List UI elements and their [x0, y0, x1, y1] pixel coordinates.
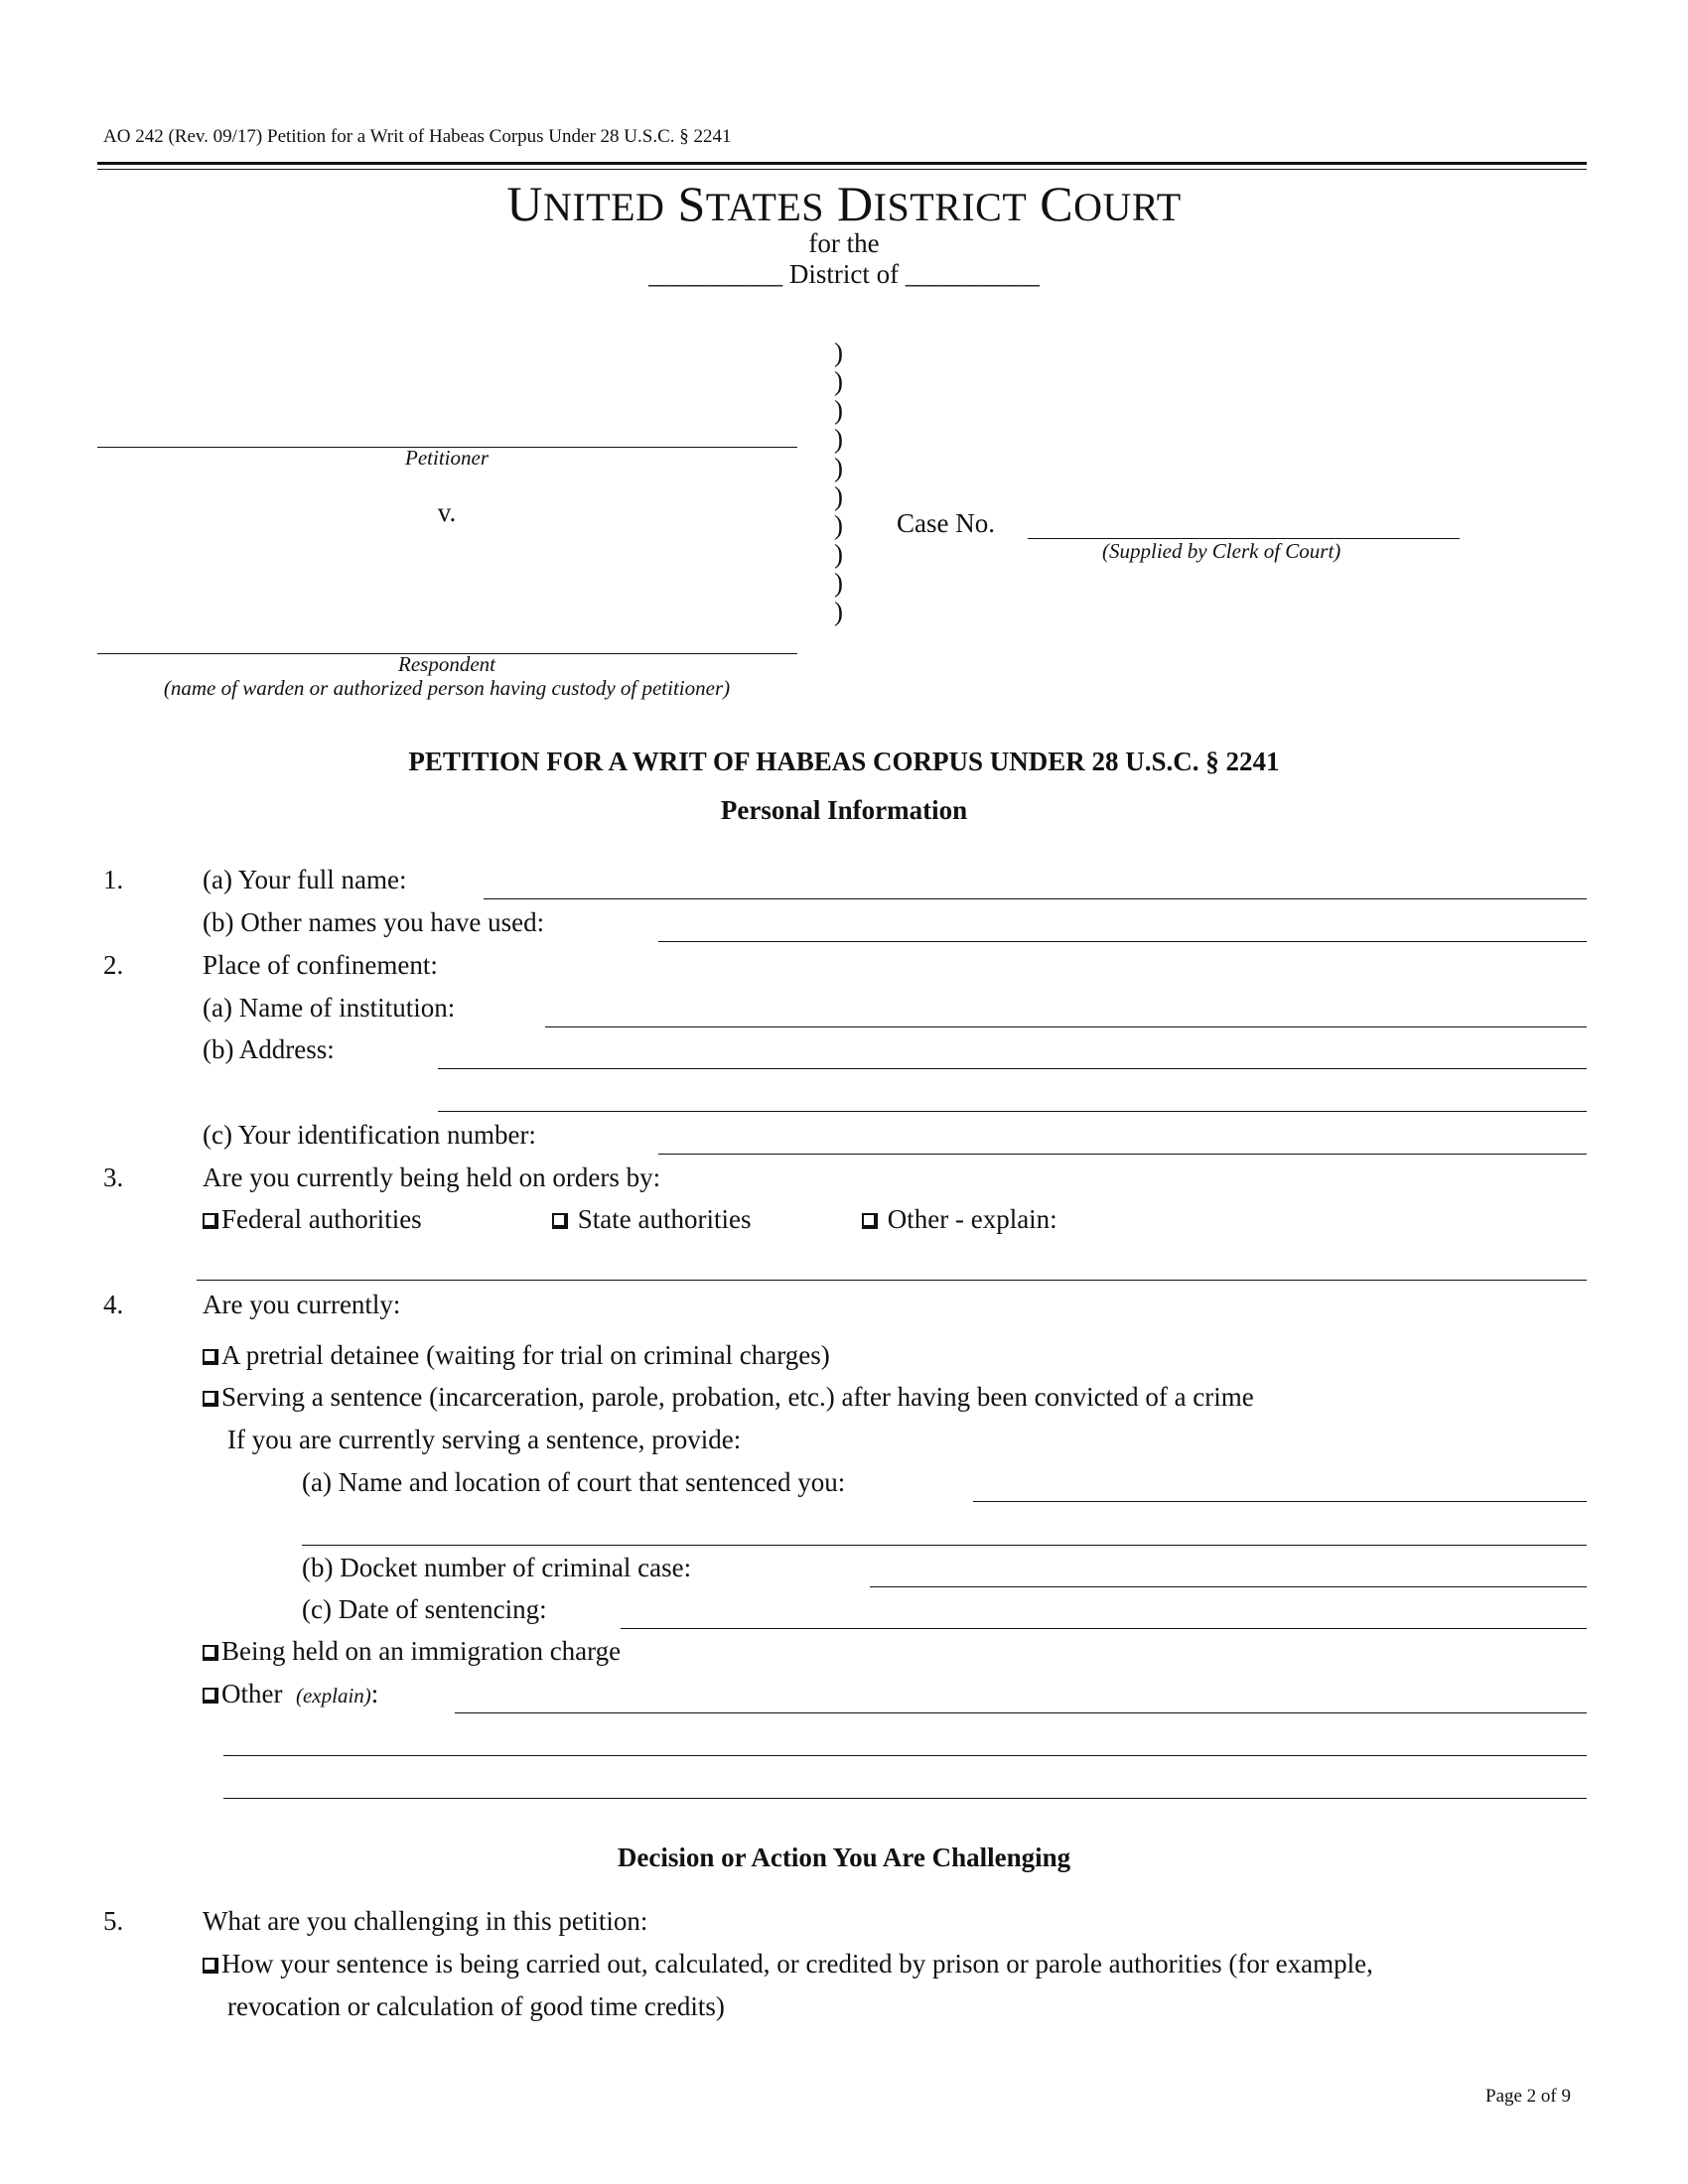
checkbox-icon[interactable]: [203, 1688, 218, 1704]
checkbox-icon[interactable]: [552, 1213, 568, 1229]
district-line[interactable]: __________ District of __________: [648, 259, 1040, 289]
immigration-charge-option[interactable]: Being held on an immigration charge: [203, 1638, 621, 1665]
for-the-text: for the: [808, 228, 880, 258]
q5-number: 5.: [103, 1906, 124, 1936]
other-custody-explain-field-line1[interactable]: [455, 1712, 1587, 1713]
sentencing-court-field-line2[interactable]: [302, 1545, 1587, 1546]
petitioner-label: Petitioner: [405, 446, 489, 470]
caption-paren: ): [834, 568, 843, 598]
sentencing-court-field-line1[interactable]: [973, 1501, 1587, 1502]
other-names-field[interactable]: [658, 941, 1587, 942]
q2b-label: (b) Address:: [203, 1034, 335, 1064]
q1-number: 1.: [103, 865, 124, 894]
full-name-field[interactable]: [484, 898, 1587, 899]
form-id-header: AO 242 (Rev. 09/17) Petition for a Writ of Habeas Corpus Under 28 U.S.C. § 2241: [103, 126, 732, 147]
caption-paren: ): [834, 539, 843, 569]
q1a-label: (a) Your full name:: [203, 865, 407, 894]
sentencing-date-field[interactable]: [621, 1628, 1587, 1629]
header-rule-thick: [97, 162, 1587, 165]
q3-label: Are you currently being held on orders by:: [203, 1162, 661, 1192]
checkbox-icon[interactable]: [203, 1391, 218, 1407]
court-title: UNITED STATES DISTRICT COURT: [506, 176, 1182, 231]
section-decision-challenged: Decision or Action You Are Challenging: [617, 1843, 1071, 1872]
checkbox-icon[interactable]: [203, 1349, 218, 1365]
respondent-note: (name of warden or authorized person having custody of petitioner): [163, 676, 731, 700]
caption-paren: ): [834, 366, 843, 396]
case-no-note: (Supplied by Clerk of Court): [1102, 539, 1341, 563]
caption-paren: ): [834, 338, 843, 367]
section-personal-information: Personal Information: [720, 795, 968, 825]
petition-title: PETITION FOR A WRIT OF HABEAS CORPUS UNDER 28 U.S.C. § 2241: [408, 747, 1280, 776]
address-field-line2[interactable]: [438, 1111, 1587, 1112]
sentence-execution-option[interactable]: How your sentence is being carried out, calculated, or credited by prison or parole authorities (for example,: [203, 1951, 1373, 1978]
q4b-label: (b) Docket number of criminal case:: [302, 1553, 692, 1582]
caption-paren: ): [834, 597, 843, 626]
checkbox-icon[interactable]: [203, 1213, 218, 1229]
q2c-label: (c) Your identification number:: [203, 1120, 536, 1150]
respondent-label: Respondent: [398, 652, 495, 676]
address-field-line1[interactable]: [438, 1068, 1587, 1069]
caption-paren: ): [834, 424, 843, 454]
serving-sentence-option[interactable]: Serving a sentence (incarceration, parole, probation, etc.) after having been convicted of a crime: [203, 1384, 1254, 1411]
page-number: Page 2 of 9: [1485, 2086, 1572, 2107]
identification-number-field[interactable]: [658, 1154, 1587, 1155]
case-no-label: Case No.: [897, 508, 995, 538]
sentence-intro-text: If you are currently serving a sentence, provide:: [227, 1425, 742, 1454]
caption-paren: ): [834, 453, 843, 482]
q4-number: 4.: [103, 1290, 124, 1319]
caption-paren: ): [834, 481, 843, 511]
q4a-label: (a) Name and location of court that sentenced you:: [302, 1467, 846, 1497]
other-custody-explain-field-line2[interactable]: [223, 1755, 1587, 1756]
institution-name-field[interactable]: [545, 1026, 1587, 1027]
versus-text: v.: [437, 497, 457, 527]
checkbox-icon[interactable]: [862, 1213, 878, 1229]
header-rule-thin: [97, 169, 1587, 170]
q4c-label: (c) Date of sentencing:: [302, 1594, 547, 1624]
q2-number: 2.: [103, 950, 124, 980]
federal-authorities-option[interactable]: Federal authorities: [203, 1206, 422, 1233]
other-custody-explain-field-line3[interactable]: [223, 1798, 1587, 1799]
q1b-label: (b) Other names you have used:: [203, 907, 545, 937]
caption-paren: ): [834, 395, 843, 425]
other-authorities-option[interactable]: Other - explain:: [862, 1206, 1057, 1233]
q4-label: Are you currently:: [203, 1290, 401, 1319]
q2-label: Place of confinement:: [203, 950, 438, 980]
pretrial-detainee-option[interactable]: A pretrial detainee (waiting for trial on criminal charges): [203, 1342, 830, 1369]
docket-number-field[interactable]: [870, 1586, 1587, 1587]
q3-number: 3.: [103, 1162, 124, 1192]
sentence-execution-option-cont: revocation or calculation of good time credits): [227, 1991, 725, 2021]
other-authorities-explain-field[interactable]: [197, 1280, 1587, 1281]
q2a-label: (a) Name of institution:: [203, 993, 456, 1023]
q5-label: What are you challenging in this petition:: [203, 1906, 648, 1936]
checkbox-icon[interactable]: [203, 1958, 218, 1974]
checkbox-icon[interactable]: [203, 1645, 218, 1661]
state-authorities-option[interactable]: State authorities: [552, 1206, 751, 1233]
caption-paren: ): [834, 510, 843, 540]
other-custody-option[interactable]: Other (explain):: [203, 1681, 378, 1707]
